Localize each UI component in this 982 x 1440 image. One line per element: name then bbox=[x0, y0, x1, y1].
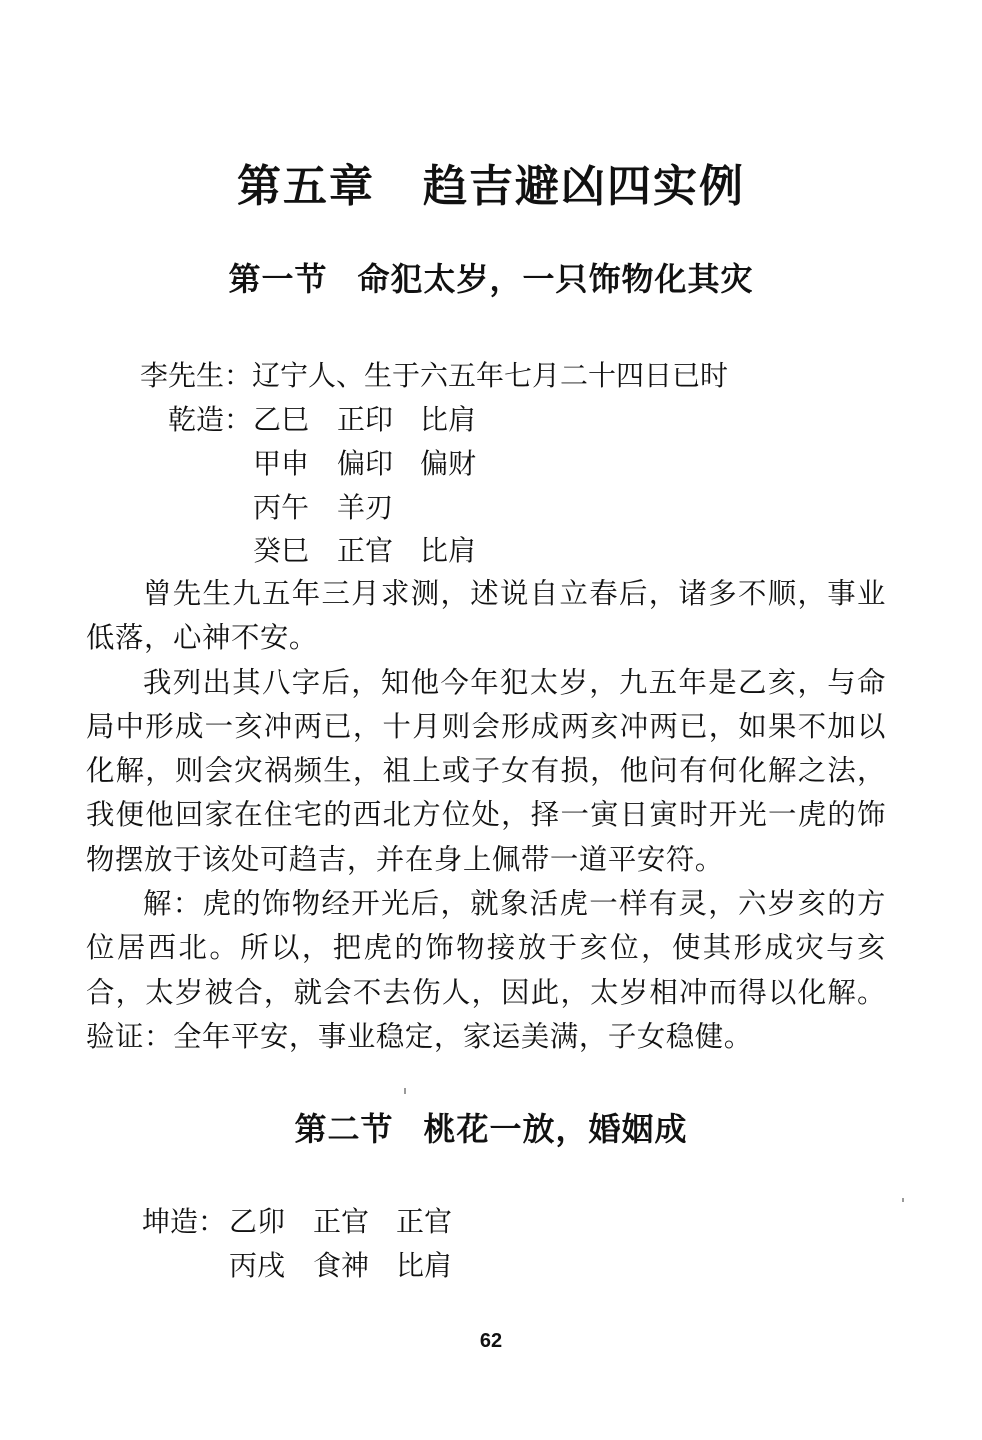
scan-speck bbox=[404, 1088, 406, 1094]
chapter-number: 第五章 bbox=[237, 161, 375, 212]
pillar-4-god-b: 比肩 bbox=[420, 534, 477, 567]
pillar-1-god-a: 正印 bbox=[337, 403, 394, 436]
pillar-2-god-b: 偏财 bbox=[420, 447, 477, 480]
chapter-title-text: 趋吉避凶四实例 bbox=[423, 161, 745, 212]
section-2-title: 桃花一放，婚姻成 bbox=[423, 1110, 688, 1148]
pillar-1-stem: 乙巳 bbox=[253, 403, 310, 436]
kun-pillar-1-stem: 乙卯 bbox=[229, 1205, 286, 1238]
section-2-number: 第二节 bbox=[294, 1110, 394, 1148]
section-1-heading bbox=[0, 254, 982, 300]
pillar-1-god-b: 比肩 bbox=[420, 403, 477, 436]
kun-pillar-1-god-a: 正官 bbox=[313, 1205, 370, 1238]
client-intro-line: 李先生：辽宁人、生于六五年七月二十四日已时 bbox=[140, 359, 729, 392]
kun-pillar-1-god-b: 正官 bbox=[396, 1205, 453, 1238]
paragraph-consultation: 曾先生九五年三月求测，述说自立春后，诸多不顺，事业低落，心神不安。 bbox=[86, 577, 886, 655]
pillar-4-god-a: 正官 bbox=[337, 534, 394, 567]
section-1-body bbox=[86, 572, 886, 1059]
paragraph-explanation: 解：虎的饰物经开光后，就象活虎一样有灵，六岁亥的方位居西北。所以，把虎的饰物接放于亥位，使其形成灾与亥合，太岁被合，就会不去伤人，因此，太岁相冲而得以化解。验证：全年平安，事业稳定，家运美满，子女稳健。 bbox=[86, 887, 886, 1053]
page-number: 62 bbox=[479, 1330, 503, 1352]
kun-pillar-2-god-b: 比肩 bbox=[396, 1249, 453, 1282]
section-1-number: 第一节 bbox=[228, 260, 328, 298]
pillar-3-stem: 丙午 bbox=[253, 491, 310, 524]
section-1-title: 命犯太岁，一只饰物化其灾 bbox=[357, 260, 754, 298]
section-2-heading bbox=[0, 1104, 982, 1150]
paragraph-analysis: 我列出其八字后，知他今年犯太岁，九五年是乙亥，与命局中形成一亥冲两已，十月则会形成两亥冲两已，如果不加以化解，则会灾祸频生，祖上或子女有损，他问有何化解之法，我便他回家在住宅的西北方位处，择一寅日寅时开光一虎的饰物摆放于该处可趋吉，并在身上佩带一道平安符。 bbox=[86, 665, 886, 876]
chart-label-qianzao: 乾造： bbox=[168, 403, 253, 436]
chapter-title bbox=[0, 150, 982, 214]
scan-speck bbox=[902, 1198, 904, 1202]
chart-label-kunzao: 坤造： bbox=[142, 1205, 227, 1238]
pillar-2-stem: 甲申 bbox=[253, 447, 310, 480]
pillar-4-stem: 癸巳 bbox=[253, 534, 310, 567]
pillar-2-god-a: 偏印 bbox=[337, 447, 394, 480]
kun-pillar-2-stem: 丙戌 bbox=[229, 1249, 286, 1282]
kun-pillar-2-god-a: 食神 bbox=[313, 1249, 370, 1282]
pillar-3-god-a: 羊刃 bbox=[337, 491, 394, 524]
